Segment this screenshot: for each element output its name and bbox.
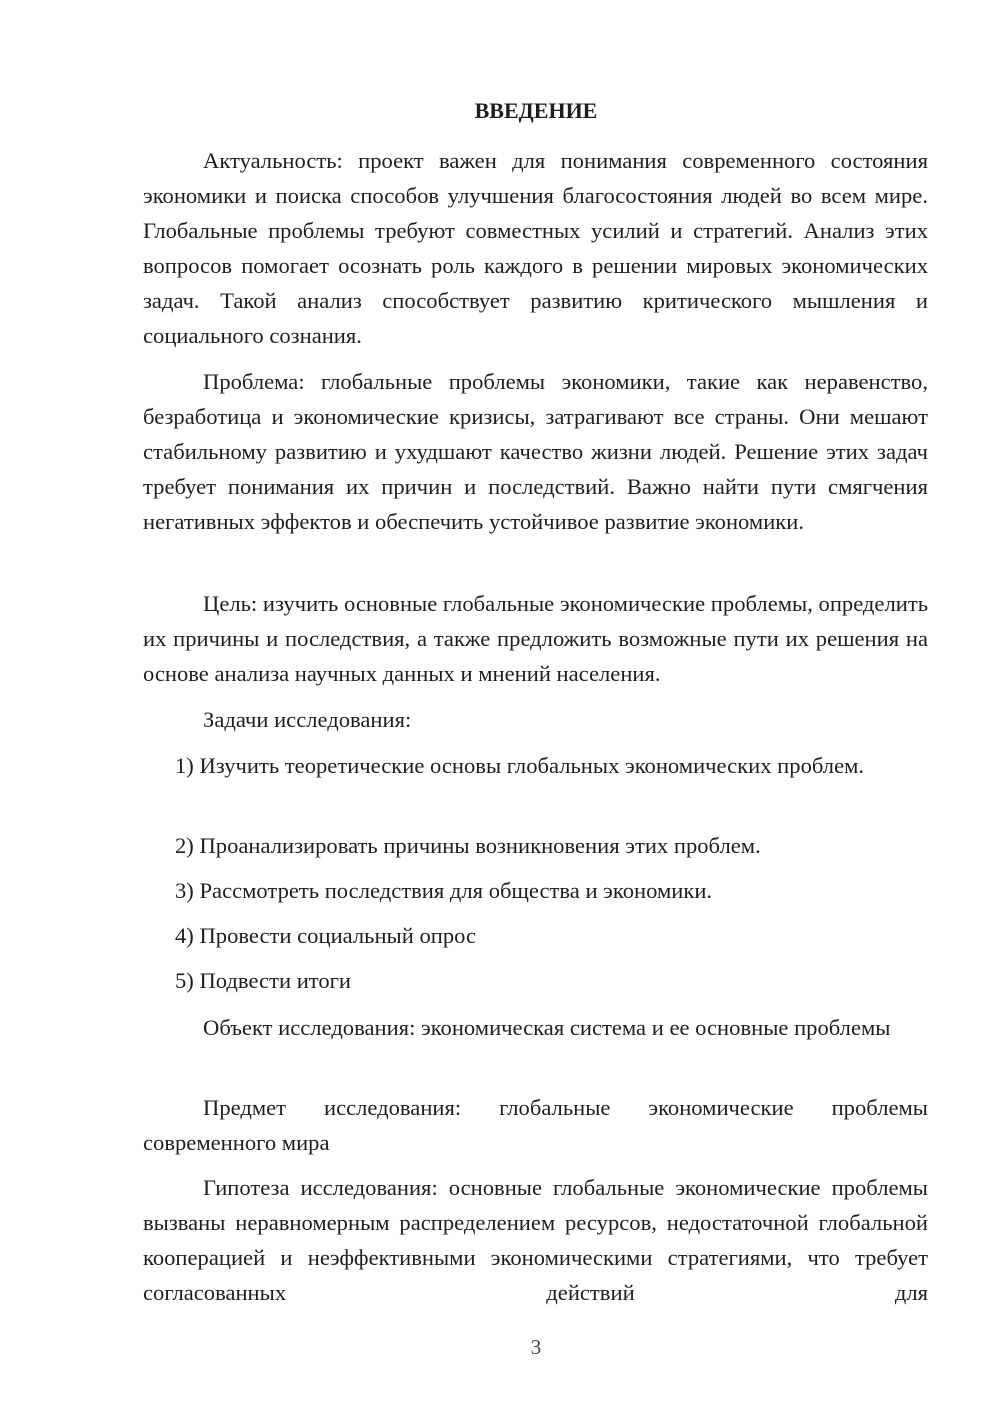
task-item-5: 5) Подвести итоги [175, 968, 352, 993]
paragraph-goal: Цель: изучить основные глобальные экономические проблемы, определить их причины и последствия, а также предложить возможные пути их решения на основе анализа научных данных и мнений населения. [143, 591, 928, 686]
paragraph-hypothesis: Гипотеза исследования: основные глобальные экономические проблемы вызваны неравномерным распределением ресурсов, недостаточной глобальной кооперацией и неэффективными экономическими стратегиями, что требует согласованных действий для [143, 1175, 928, 1305]
tasks-title: Задачи исследования: [203, 707, 412, 732]
paragraph-relevance: Актуальность: проект важен для понимания современного состояния экономики и поиска способов улучшения благосостояния людей во всем мире. Глобальные проблемы требуют совместных усилий и стратегий. Анализ этих вопросов помогает осознать роль каждого в решении мировых экономических задач. Такой анализ способствует развитию критического мышления и социального сознания. [143, 148, 928, 348]
task-item-2: 2) Проанализировать причины возникновения этих проблем. [175, 833, 761, 858]
task-item-4: 4) Провести социальный опрос [175, 923, 477, 948]
page-title: ВВЕДЕНИЕ [474, 98, 598, 123]
task-item-1: 1) Изучить теоретические основы глобальных экономических проблем. [175, 753, 865, 778]
paragraph-problem: Проблема: глобальные проблемы экономики, такие как неравенство, безработица и экономические кризисы, затрагивают все страны. Они мешают стабильному развитию и ухудшают качество жизни людей. Решение этих задач требует понимания их причин и последствий. Важно найти пути смягчения негативных эффектов и обеспечить устойчивое развитие экономики. [143, 369, 928, 534]
page-number: 3 [530, 1335, 542, 1359]
paragraph-subject: Предмет исследования: глобальные экономические проблемы современного мира [143, 1095, 928, 1155]
paragraph-object: Объект исследования: экономическая система и ее основные проблемы [203, 1015, 891, 1040]
task-item-3: 3) Рассмотреть последствия для общества и экономики. [175, 878, 713, 903]
